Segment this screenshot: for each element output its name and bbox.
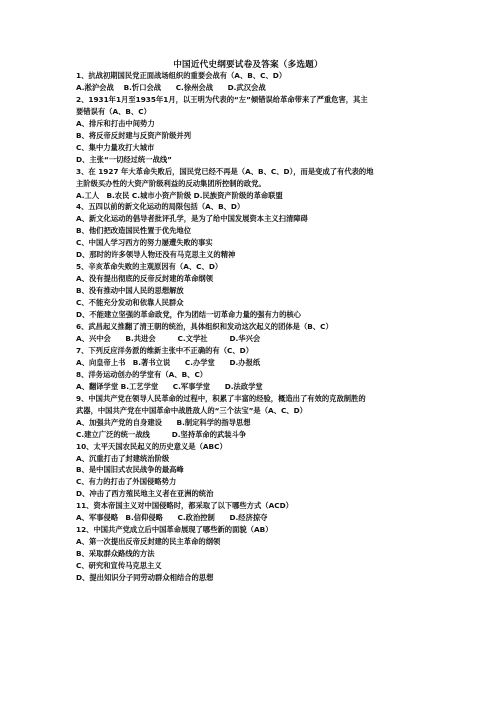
text-line: B、没有推动中国人民的思想解放 — [76, 286, 184, 296]
text-line: A、排斥和打击中间势力 — [76, 118, 155, 128]
text-line: 4、五四以前的新文化运动的局限包括（A、B、D） — [76, 202, 245, 212]
text-line: A、军事侵略 B.信仰侵略 C.政治控制 D.经济掠夺 — [76, 513, 268, 523]
text-line: 武器，中国共产党在中国革命中战胜敌人的“三个法宝”是（A、C、D） — [76, 405, 307, 415]
text-line: A、没有提出彻底的反帝反封建的革命纲领 — [76, 274, 213, 284]
text-line: 12、中国共产党成立后中国革命展现了哪些新的面貌（AB） — [76, 525, 273, 535]
text-line: A.工人 B.农民 C.城市小资产阶级 D.民族资产阶级的革命联盟 — [76, 190, 283, 200]
text-line: C.建立广泛的统一战线 D.坚持革命的武装斗争 — [76, 429, 247, 439]
document-title: 中国近代史纲要试卷及答案（多选题） — [173, 60, 323, 70]
text-line: 10、太平天国农民起义的历史意义是（ABC） — [76, 441, 227, 451]
text-line: 2、1931年1月至1935年1月，以王明为代表的“左”倾错误给革命带来了严重危害，其主 — [76, 94, 368, 104]
text-line: D、提出知识分子同劳动群众相结合的思想 — [76, 573, 214, 583]
text-line: A、兴中会 B.共进会 C.文学社 D.华兴会 — [76, 333, 261, 343]
text-line: B、是中国旧式农民战争的最高峰 — [76, 465, 184, 475]
text-line: 要错误有（A、B、C） — [76, 106, 151, 116]
text-line: C、研究和宣传马克思主义 — [76, 561, 162, 571]
text-line: 3、在 1927 年大革命失败后，国民党已经不再是（A、B、C、D），而是变成了有代表的地 — [76, 166, 374, 176]
text-line: D、主张“一切经过统一战线” — [76, 154, 172, 164]
text-line: A、沉重打击了封建统治阶级 — [76, 453, 170, 463]
text-line: 7、下列反应洋务派的维新主张中不正确的有（C、D） — [76, 345, 254, 355]
text-line: B、他们把改造国民性置于优先地位 — [76, 226, 192, 236]
text-line: A、向皇帝上书 B.著书立说 C.办学堂 D.办报纸 — [76, 357, 261, 367]
text-line: D、那时的许多领导人物还没有马克思主义的精神 — [76, 250, 236, 260]
document-body — [76, 70, 428, 584]
text-line: C、集中力量攻打大城市 — [76, 142, 155, 152]
text-line: B、采取群众路线的方法 — [76, 549, 155, 559]
text-line: C、不能充分发动和依靠人民群众 — [76, 298, 184, 308]
text-line: C、有力的打击了外国侵略势力 — [76, 477, 177, 487]
text-line: 11、资本帝国主义对中国侵略时，都采取了以下哪些方式（ACD） — [76, 501, 293, 511]
text-line: 8、洋务运动创办的学堂有（A、B、C） — [76, 369, 208, 379]
text-line: 6、武昌起义推翻了清王朝的统治，具体组织和发动这次起义的团体是（B、C） — [76, 322, 333, 332]
text-line: A、新文化运动的倡导者批评孔学，是为了给中国发展资本主义扫清障碍 — [76, 214, 308, 224]
text-line: 9、中国共产党在领导人民革命的过程中，积累了丰富的经验，概造出了有效的克敌制胜的 — [76, 393, 366, 403]
text-line: D、不能建立坚强的革命政党，作为团结一切革命力量的强有力的核心 — [76, 310, 301, 320]
text-line: 1、抗战初期国民党正面战场组织的重要会战有（A、B、C、D） — [76, 71, 287, 80]
text-line: A.淞沪会战 B.忻口会战 C.徐州会战 D.武汉会战 — [76, 82, 266, 92]
text-line: A、加强共产党的自身建设 B.制定科学的指导思想 — [76, 417, 251, 427]
text-line: 5、辛亥革命失败的主观原因有（A、C、D） — [76, 262, 223, 272]
text-line: D、冲击了西方殖民地主义者在亚洲的统治 — [76, 489, 214, 499]
text-line: C、中国人学习西方的努力屡遭失败的事实 — [76, 238, 213, 248]
text-line: A、第一次提出反帝反封建的民主革命的纲领 — [76, 537, 221, 547]
text-line: A、翻译学堂 B.工艺学堂 C.军事学堂 D.法政学堂 — [76, 381, 263, 391]
text-line: B、将反帝反封建与反资产阶级并列 — [76, 130, 192, 140]
text-line: 主阶级买办性的大资产阶级利益的反动集团所控制的政党。 — [76, 178, 266, 188]
